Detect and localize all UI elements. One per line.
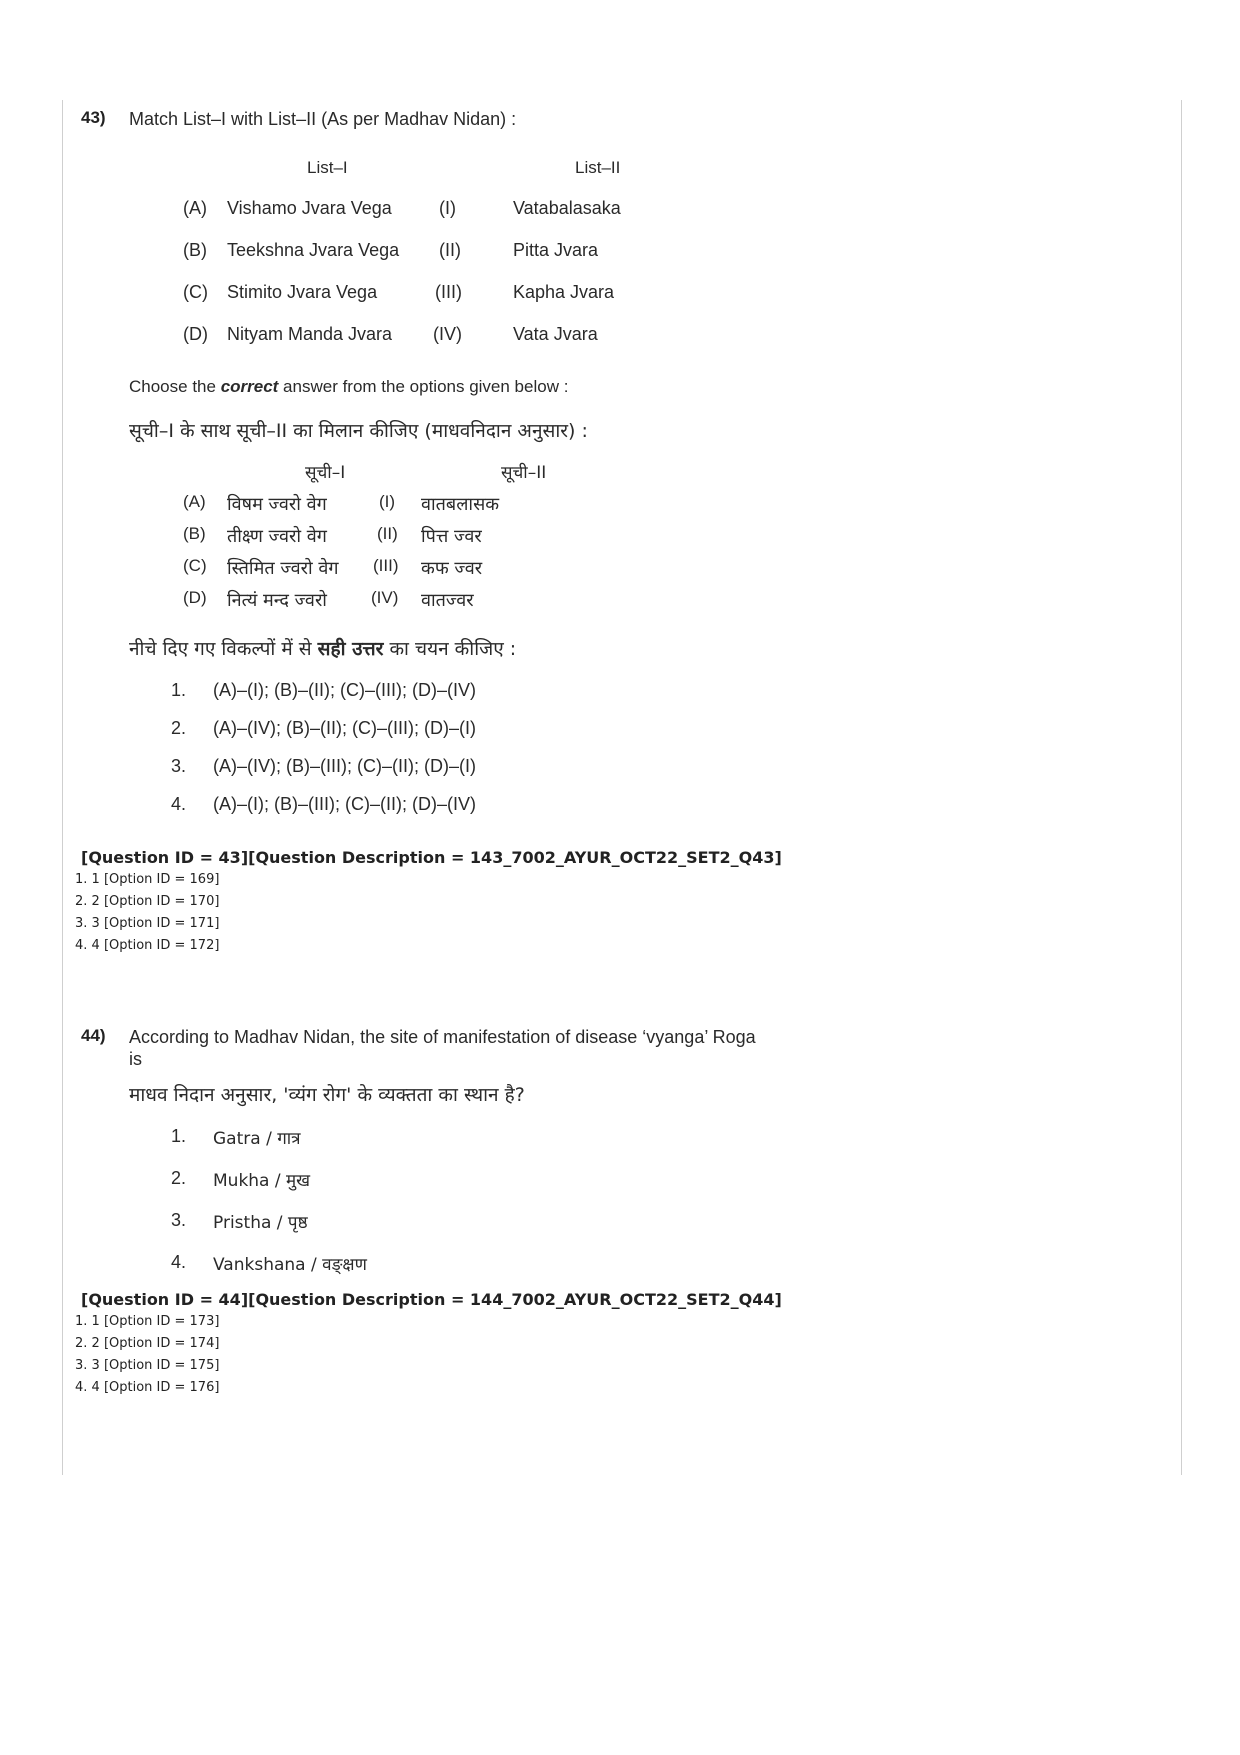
row-roman: (II) — [377, 524, 398, 543]
row-item: Teekshna Jvara Vega — [227, 240, 400, 260]
match-row-hindi — [183, 556, 783, 582]
question-meta: [Question ID = 44][Question Description = 144_7002_AYUR_OCT22_SET2_Q44] — [81, 1290, 782, 1309]
match-row-hindi — [183, 588, 783, 614]
match-row — [183, 240, 783, 266]
choose-text-post: का चयन कीजिए : — [383, 638, 517, 660]
choose-text-post: answer from the options given below : — [278, 377, 569, 396]
row-match: वातज्वर — [421, 590, 474, 611]
match-row-hindi — [183, 492, 783, 518]
option-text: (A)–(I); (B)–(II); (C)–(III); (D)–(IV) — [213, 680, 476, 700]
row-item: तीक्ष्ण ज्वरो वेग — [227, 526, 327, 547]
option-number: 4. — [171, 794, 187, 814]
option-id-item: 2. 2 [Option ID = 170] — [75, 894, 220, 909]
row-item: Nityam Manda Jvara — [227, 324, 393, 344]
option-number: 1. — [171, 1126, 187, 1146]
row-roman: (I) — [379, 492, 396, 511]
choose-instruction-hindi — [129, 638, 516, 660]
option-text: Gatra / गात्र — [213, 1129, 301, 1149]
option-text: (A)–(I); (B)–(III); (C)–(II); (D)–(IV) — [213, 794, 476, 814]
option-number: 2. — [171, 1168, 187, 1188]
list2-header-hindi: सूची–II — [501, 463, 547, 483]
match-row — [183, 282, 783, 308]
option-id-item: 1. 1 [Option ID = 169] — [75, 872, 220, 887]
row-match: Kapha Jvara — [513, 282, 615, 302]
row-letter: (B) — [183, 524, 206, 543]
choose-text-emphasis: सही उत्तर — [317, 638, 384, 660]
match-row — [183, 324, 783, 350]
row-item: विषम ज्वरो वेग — [227, 494, 327, 515]
choose-instruction — [129, 376, 568, 398]
option-id-item: 3. 3 [Option ID = 175] — [75, 1358, 220, 1373]
question-prompt-hindi: सूची–I के साथ सूची–II का मिलान कीजिए (माधवनिदान अनुसार) : — [129, 420, 588, 442]
question-prompt: Match List–I with List–II (As per Madhav Nidan) : — [129, 109, 517, 129]
row-roman: (IV) — [433, 324, 462, 344]
row-letter: (C) — [183, 282, 208, 302]
row-match: Vatabalasaka — [513, 198, 621, 218]
row-item: Stimito Jvara Vega — [227, 282, 378, 302]
row-item: नित्यं मन्द ज्वरो — [227, 590, 327, 611]
choose-text-pre: Choose the — [129, 377, 221, 396]
option-number: 3. — [171, 1210, 187, 1230]
row-roman: (II) — [439, 240, 461, 260]
option-number: 2. — [171, 718, 187, 738]
question-prompt — [129, 1026, 756, 1070]
match-row — [183, 198, 783, 224]
question-meta: [Question ID = 43][Question Description = 143_7002_AYUR_OCT22_SET2_Q43] — [81, 848, 782, 867]
row-letter: (A) — [183, 198, 207, 218]
option-id-item: 4. 4 [Option ID = 176] — [75, 1380, 220, 1395]
row-item: स्तिमित ज्वरो वेग — [227, 558, 339, 579]
option-id-item: 1. 1 [Option ID = 173] — [75, 1314, 220, 1329]
row-match: कफ ज्वर — [421, 558, 483, 579]
choose-text-emphasis: correct — [220, 377, 279, 396]
option-text: (A)–(IV); (B)–(II); (C)–(III); (D)–(I) — [213, 718, 476, 738]
row-roman: (I) — [439, 198, 456, 218]
row-roman: (IV) — [371, 588, 399, 607]
row-match: Vata Jvara — [513, 324, 598, 344]
question-prompt-hindi: माधव निदान अनुसार, 'व्यंग रोग' के व्यक्तता का स्थान है? — [129, 1084, 525, 1106]
question-number: 44) — [81, 1026, 106, 1045]
option-text: (A)–(IV); (B)–(III); (C)–(II); (D)–(I) — [213, 756, 476, 776]
match-row-hindi — [183, 524, 783, 550]
page-frame — [62, 100, 1182, 1475]
prompt-line: is — [129, 1049, 142, 1069]
row-letter: (D) — [183, 588, 207, 607]
row-match: पित्त ज्वर — [421, 526, 482, 547]
option-id-item: 4. 4 [Option ID = 172] — [75, 938, 220, 953]
list1-header-hindi: सूची–I — [305, 463, 346, 483]
row-letter: (C) — [183, 556, 207, 575]
row-letter: (D) — [183, 324, 208, 344]
row-match: Pitta Jvara — [513, 240, 599, 260]
row-letter: (B) — [183, 240, 207, 260]
question-number: 43) — [81, 108, 106, 127]
option-id-list — [75, 872, 219, 960]
option-id-item: 3. 3 [Option ID = 171] — [75, 916, 220, 931]
row-item: Vishamo Jvara Vega — [227, 198, 392, 218]
option-number: 4. — [171, 1252, 187, 1272]
option-number: 1. — [171, 680, 187, 700]
option-id-item: 2. 2 [Option ID = 174] — [75, 1336, 220, 1351]
row-letter: (A) — [183, 492, 206, 511]
list2-header: List–II — [575, 158, 621, 177]
option-number: 3. — [171, 756, 187, 776]
row-roman: (III) — [435, 282, 462, 302]
prompt-line: According to Madhav Nidan, the site of manifestation of disease ‘vyanga’ Roga — [129, 1027, 756, 1047]
option-text: Mukha / मुख — [213, 1171, 311, 1191]
option-id-list — [75, 1314, 219, 1402]
row-roman: (III) — [373, 556, 399, 575]
list1-header: List–I — [307, 158, 348, 177]
option-text: Vankshana / वङ्क्षण — [213, 1255, 367, 1275]
option-text: Pristha / पृष्ठ — [213, 1213, 308, 1233]
row-match: वातबलासक — [421, 494, 500, 515]
choose-text-pre: नीचे दिए गए विकल्पों में से — [129, 638, 318, 660]
